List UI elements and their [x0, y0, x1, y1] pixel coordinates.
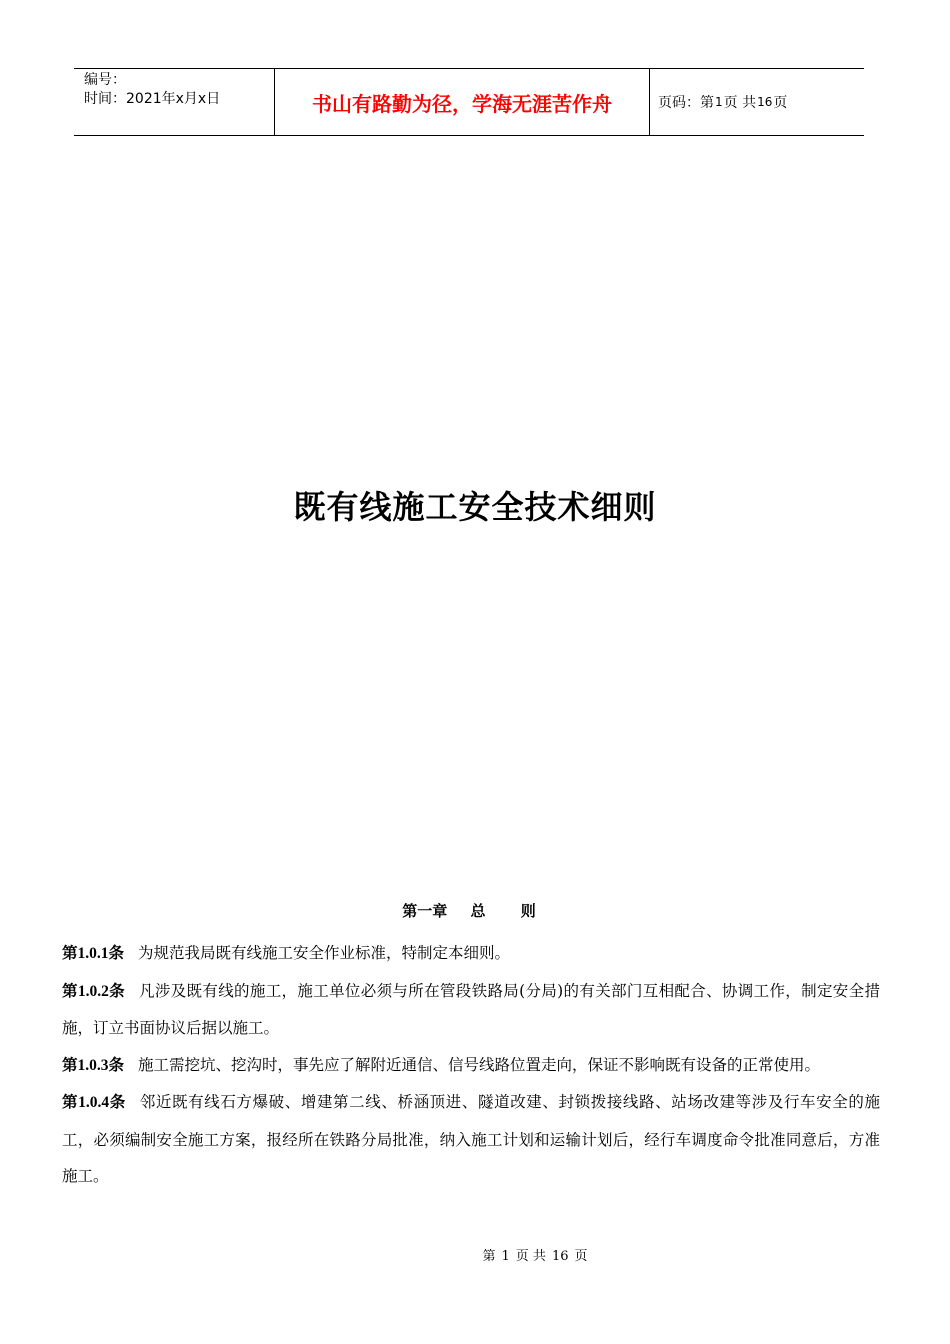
footer-total-pages: 16	[551, 1249, 569, 1264]
clause-number: 第1.0.2条	[62, 982, 126, 1000]
header-meta-cell	[74, 69, 275, 135]
document-number-label: 编号：	[84, 72, 126, 88]
clause-text: 凡涉及既有线的施工，施工单位必须与所在管段铁路局(分局)的有关部门互相配合、协调工作，制定安全措施，订立书面协议后据以施工。	[62, 981, 880, 1037]
clause-paragraph	[62, 973, 880, 1047]
footer-mid: 页 共	[515, 1249, 546, 1264]
header-page-info	[650, 69, 864, 135]
clause-text: 施工需挖坑、挖沟时，事先应了解附近通信、信号线路位置走向，保证不影响既有设备的正常使用。	[138, 1055, 821, 1074]
header-page-prefix: 页码：第	[658, 95, 714, 111]
chapter-title-char-1: 总	[470, 902, 486, 920]
clause-paragraph	[62, 1084, 880, 1195]
header-page-suffix: 页	[773, 95, 788, 111]
clause-number: 第1.0.4条	[62, 1094, 126, 1111]
clause-paragraph	[62, 1047, 880, 1085]
clause-text: 邻近既有线石方爆破、增建第二线、桥涵顶进、隧道改建、封锁拨接线路、站场改建等涉及行车安全的施工，必须编制安全施工方案，报经所在铁路分局批准，纳入施工计划和运输计划后，经行车调度命令批准同意后，方准施工。	[62, 1093, 880, 1185]
header-page-total: 16	[757, 95, 773, 109]
chapter-title-char-2: 则	[520, 902, 536, 920]
footer-page-number	[483, 1245, 588, 1264]
header-motto: 书山有路勤为径，学海无涯苦作舟	[275, 69, 650, 135]
header-page-mid: 页 共	[723, 95, 757, 111]
clause-text: 为规范我局既有线施工安全作业标准，特制定本细则。	[138, 944, 511, 962]
page-header	[74, 68, 864, 136]
clause-number: 第1.0.3条	[62, 1056, 125, 1074]
footer-suffix: 页	[574, 1249, 588, 1264]
document-title: 既有线施工安全技术细则	[293, 488, 657, 526]
clause-paragraph	[62, 935, 880, 973]
chapter-heading	[0, 900, 938, 921]
header-page-current: 1	[715, 95, 723, 109]
footer-prefix: 第	[482, 1249, 496, 1264]
document-date: 时间：2021年x月x日	[84, 91, 221, 107]
footer-current-page: 1	[501, 1249, 510, 1264]
chapter-number: 第一章	[402, 902, 448, 920]
clause-number: 第1.0.1条	[62, 945, 125, 962]
document-body	[62, 935, 880, 1195]
page-footer	[0, 1245, 950, 1264]
